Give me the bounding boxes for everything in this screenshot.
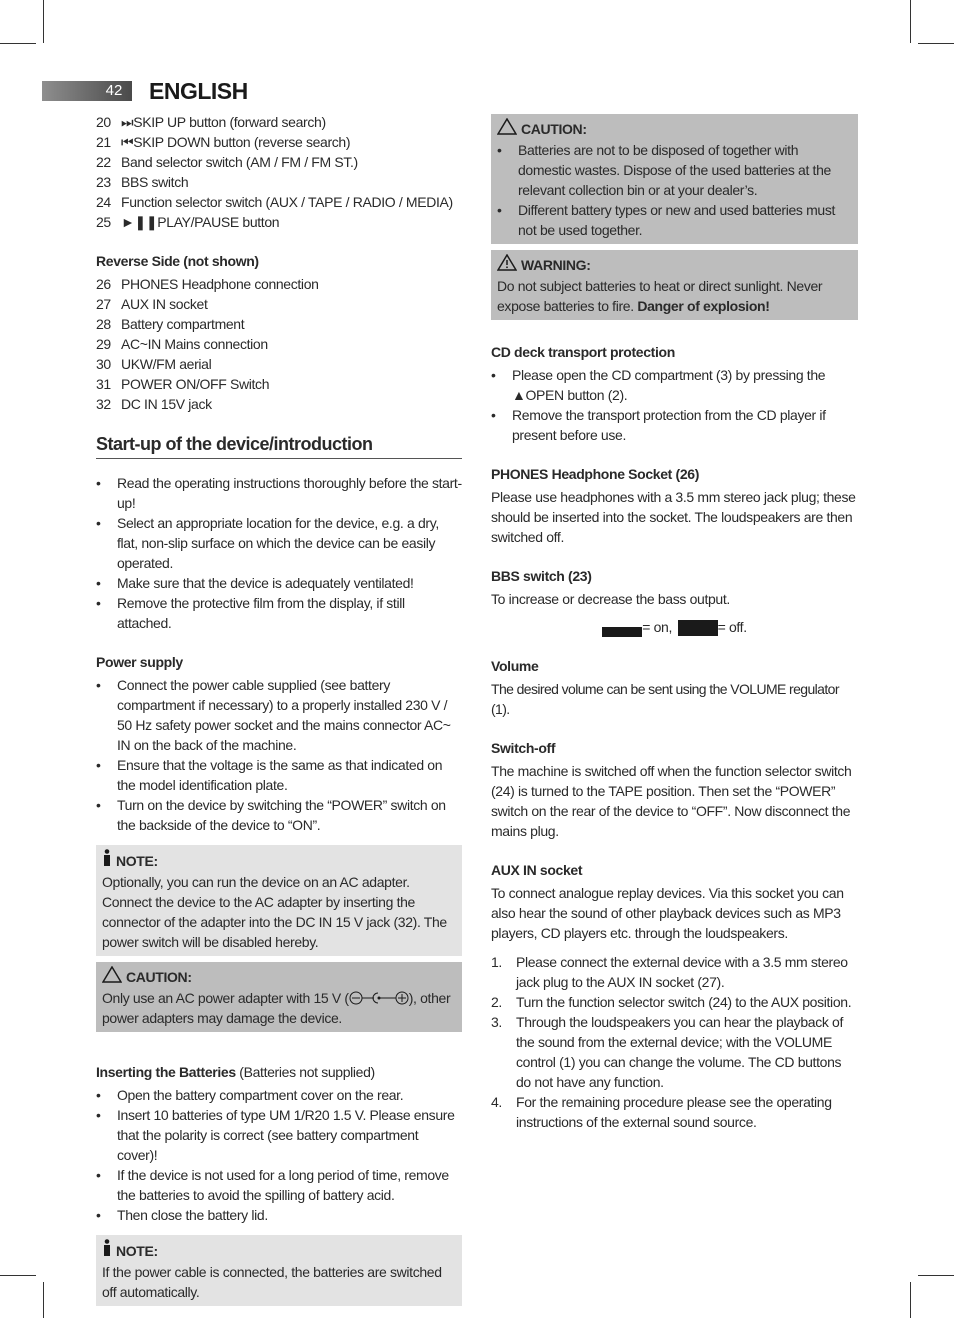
left-column [96,112,462,1306]
list-item [96,294,462,314]
info-icon [102,849,112,872]
bullet: • [96,595,101,611]
item-label: For the remaining procedure please see the operating instructions of the external sound source. [516,1094,832,1131]
bullet-text: Batteries are not to be disposed of together with domestic wastes. Dispose of the used batteries at the relevant collection bin or at your dealer’s. [518,142,831,198]
section-heading: PHONES Headphone Socket (26) [491,466,700,482]
note-box [96,1235,462,1306]
info-icon [102,1239,112,1262]
bullet: • [96,1167,101,1183]
item-label: Please connect the external device with a 3.5 mm stereo jack plug to the AUX IN socket (27). [516,954,848,991]
skip-down-icon: ⏮ [121,134,134,150]
item-label: UKW/FM aerial [121,356,212,372]
item-number: 21 [96,134,111,150]
item-number: 28 [96,316,111,332]
bullet: • [497,142,502,158]
list-item [96,192,462,212]
reverse-list [96,274,462,414]
page-number: 42 [105,82,123,99]
bbs-switch-legend [491,617,858,637]
note-title: NOTE: [116,852,158,869]
bullet-item [96,795,462,835]
paragraph: The desired volume can be sent using the VOLUME regulator (1). [491,681,839,718]
item-number: 32 [96,396,111,412]
warning-text-part: Do not subject batteries to heat or direct sunlight. Never expose batteries to fire. [497,278,823,314]
item-label: SKIP UP button (forward search) [133,114,326,130]
item-number: 24 [96,194,111,210]
bullet: • [497,202,502,218]
bullet-item [491,365,858,405]
list-item [96,334,462,354]
section-heading: Reverse Side (not shown) [96,253,259,269]
note-title-row [102,849,456,872]
bullet-text: Make sure that the device is adequately ventilated! [117,575,414,591]
heading-suffix: (Batteries not supplied) [235,1064,375,1080]
bullet: • [96,797,101,813]
list-item [96,212,462,232]
bullet-item [497,200,852,240]
item-label: Turn the function selector switch (24) to the AUX position. [516,994,852,1011]
bullet-text: If the device is not used for a long period of time, remove the batteries to avoid the spilling of battery acid. [117,1167,449,1203]
item-number: 26 [96,276,111,292]
bullet-text: Read the operating instructions thoroughly before the start-up! [117,475,462,511]
section-title: Start-up of the device/introduction [96,434,462,459]
bullet-item [491,405,858,445]
bullet: • [96,515,101,531]
item-label: PLAY/PAUSE button [157,214,280,230]
bullet-text: Then close the battery lid. [117,1207,268,1223]
bullet: • [96,1087,101,1103]
list-item [96,152,462,172]
item-number: 20 [96,114,111,130]
caution-text-part: ), other power adapters may damage the device. [102,990,451,1026]
list-item [96,112,462,132]
item-number: 25 [96,214,111,230]
item-number: 23 [96,174,111,190]
note-title: NOTE: [116,1242,158,1259]
crop-mark [910,0,911,43]
crop-mark [918,1275,954,1276]
list-item [491,952,858,992]
caution-title: CAUTION: [126,969,192,985]
bullet: • [96,1107,101,1123]
item-label: PHONES Headphone connection [121,276,319,292]
crop-mark [910,1282,911,1318]
item-label: DC IN 15V jack [121,396,212,412]
list-item [96,132,462,152]
bullet: • [96,575,101,591]
item-label: Function selector switch (AUX / TAPE / RADIO / MEDIA) [121,194,453,210]
section-heading: AUX IN socket [491,862,583,879]
item-number: 4. [491,1094,502,1111]
bullet: • [491,367,496,383]
heading-strong: Inserting the Batteries [96,1064,236,1080]
caution-title: CAUTION: [521,121,587,137]
switch-on-icon [602,623,642,637]
note-title-row [102,1239,456,1262]
bullet-text: Select an appropriate location for the device, e.g. a dry, flat, non-slip surface on which the device can be easily operated. [117,515,439,571]
bullet-text: Ensure that the voltage is the same as that indicated on the model identification plate. [117,757,443,793]
item-label: BBS switch [121,174,189,190]
bullet-text: Connect the power cable supplied (see battery compartment if necessary) to a properly installed 230 V / 50 Hz safety power socket and the mains connector AC~ IN on the back of the machine. [117,677,451,753]
bullet-item [96,513,462,573]
bullet-item [96,573,462,593]
page-title: ENGLISH [149,78,248,104]
bullet: • [96,1207,101,1223]
bullet-item [96,1085,462,1105]
section-heading: Volume [491,658,539,675]
item-label: Band selector switch (AM / FM / FM ST.) [121,154,358,170]
list-item [96,172,462,192]
caution-box [96,962,462,1032]
crop-mark [43,1282,44,1318]
note-box [96,845,462,956]
switch-on-label: = on, [642,619,673,635]
warning-title-row [497,254,852,276]
list-item [491,1092,858,1132]
warning-title: WARNING: [521,257,591,273]
bullet-text-part: Please open the CD compartment (3) by pressing the [512,367,826,383]
list-item [491,1012,858,1092]
bullet-item [96,675,462,755]
item-label: AC~IN Mains connection [121,336,268,352]
bullet-item [96,755,462,795]
bullet-item [96,1205,462,1225]
skip-up-icon: ⏭ [121,114,134,130]
bullet-text: Different battery types or new and used batteries must not be used together. [518,202,836,238]
item-label: SKIP DOWN button (reverse search) [133,134,351,150]
bullet-text: Turn on the device by switching the “POWER” switch on the backside of the device to “ON”. [117,797,446,833]
caution-box [491,114,858,244]
bullet-item [96,473,462,513]
aux-steps [491,952,858,1132]
paragraph: Please use headphones with a 3.5 mm stereo jack plug; these should be inserted into the socket. The loudspeakers are then switched off. [491,489,856,545]
section-heading: CD deck transport protection [491,344,675,360]
section-heading: BBS switch (23) [491,568,592,584]
item-number: 31 [96,376,111,392]
note-text: If the power cable is connected, the batteries are switched off automatically. [102,1264,442,1300]
list-item [96,374,462,394]
bullet-text [512,365,858,405]
switch-off-icon [678,620,718,636]
warning-triangle-icon [102,966,122,988]
bullet: • [491,407,496,423]
item-label: Battery compartment [121,316,245,332]
item-number: 22 [96,154,111,170]
caution-title-row [497,118,852,140]
warning-box [491,250,858,320]
section-heading: Power supply [96,654,183,670]
bullet-text-part: OPEN button (2). [525,387,628,403]
bullet-text: Insert 10 batteries of type UM 1/R20 1.5 V. Please ensure that the polarity is correct (see battery compartment cover)! [117,1107,455,1163]
item-number: 2. [491,994,502,1011]
warning-emphasis: Danger of explosion! [637,298,770,314]
item-number: 29 [96,336,111,352]
warning-text [497,276,852,316]
bullet-item [96,593,462,633]
bullet-text: Open the battery compartment cover on the rear. [117,1087,404,1103]
crop-mark [918,43,954,44]
list-item [96,274,462,294]
item-label: POWER ON/OFF Switch [121,376,270,392]
item-label: Through the loudspeakers you can hear the playback of the sound from the external device; with the VOLUME control (1) you can change the volume. The CD buttons do not have any function. [516,1014,844,1091]
bullet: • [96,677,101,693]
play-pause-icon: ►❚❚ [121,214,158,230]
item-number: 30 [96,356,111,372]
crop-mark [0,1275,36,1276]
warning-triangle-icon [497,118,517,140]
bullet: • [96,757,101,773]
list-item [491,992,858,1012]
bullet-item [497,140,852,200]
crop-mark [43,0,44,43]
item-number: 1. [491,954,502,971]
list-item [96,314,462,334]
caution-text [102,988,456,1028]
list-item [96,354,462,374]
paragraph: To connect analogue replay devices. Via this socket you can also hear the sound of other playback devices such as MP3 players, CD players etc. through the loudspeakers. [491,885,844,942]
item-number: 27 [96,296,111,312]
bullet: • [96,475,101,491]
controls-list [96,112,462,232]
section-heading: Switch-off [491,740,556,757]
warning-triangle-icon [497,254,517,276]
eject-icon: ▲ [512,387,526,403]
bullet-text: Remove the protective film from the display, if still attached. [117,595,405,631]
switch-off-label: = off. [717,619,747,635]
bullet-item [96,1105,462,1165]
list-item [96,394,462,414]
right-column [491,114,858,1132]
caution-title-row [102,966,456,988]
paragraph: To increase or decrease the bass output. [491,591,730,607]
item-label: AUX IN socket [121,296,208,312]
paragraph: The machine is switched off when the function selector switch (24) is turned to the TAPE position. Then set the “POWER” switch on the rear of the device to “OFF”. Now disconnect the mains plug. [491,763,852,840]
item-number: 3. [491,1014,502,1031]
crop-mark [0,43,36,44]
bullet-text: Remove the transport protection from the CD player if present before use. [512,407,826,443]
bullet-item [96,1165,462,1205]
note-text: Optionally, you can run the device on an AC adapter. Connect the device to the AC adapter by inserting the connector of the adapter into the DC IN 15 V jack (32). The power switch will be disabled hereby. [102,874,447,950]
caution-text-part: Only use an AC power adapter with 15 V ( [102,990,349,1006]
section-heading [96,1062,462,1082]
polarity-icon [349,990,409,1006]
